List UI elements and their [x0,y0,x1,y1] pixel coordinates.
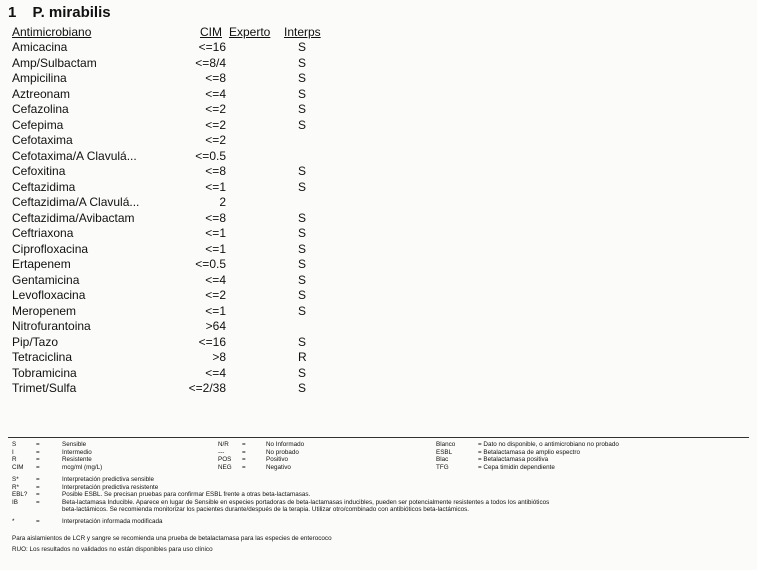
cim-value: <=8 [205,71,226,85]
legend-sep: = [36,448,40,456]
legend-code: Blac [436,456,449,464]
interpretation: S [298,40,307,54]
cim-value: <=2 [205,133,226,147]
table-row [0,71,400,87]
interpretation: S [298,257,307,271]
divider [8,437,749,438]
table-row [0,164,400,180]
antimicrobial-name: Cefazolina [12,102,69,116]
cim-value: <=8 [205,164,226,178]
legend-sep: = [36,498,40,506]
legend-sep: = [36,463,40,471]
legend-text: Negativo [266,463,291,471]
legend-sep: = [36,441,40,448]
legend-sep: = [36,491,40,499]
table-row [0,242,400,258]
antimicrobial-name: Aztreonam [12,86,71,101]
antimicrobial-name: Meropenem [12,303,77,318]
antimicrobial-name: Cefoxitina [12,164,66,178]
antimicrobial-name: Gentamicina [12,272,80,287]
interpretation: S [298,226,307,240]
legend-sep: = [36,483,40,491]
cim-value: 2 [219,195,226,209]
table-row [0,211,400,227]
table-row [0,180,400,196]
antimicrobial-name: Ceftazidima [12,179,76,194]
interpretation: S [298,241,307,256]
table-row [0,102,400,118]
antimicrobial-name: Levofloxacina [12,288,86,302]
legend-code: Blanco [436,441,456,448]
susceptibility-table [0,40,400,397]
table-row [0,87,400,103]
table-row [0,118,400,134]
table-row [0,288,400,304]
interpretation: S [298,272,307,287]
cim-value: <=8/4 [195,55,226,70]
legend-text: Interpretación predictiva sensible [62,476,155,483]
legend-text: = Betalactamasa positiva [478,456,549,464]
table-row [0,195,400,211]
legend-text: No probado [266,448,299,456]
legend-code: IB [12,498,18,506]
organism-name: P. mirabilis [32,4,111,21]
interpretation: S [298,365,307,380]
table-row [0,366,400,382]
interpretation: S [298,55,307,70]
legend-code: R [12,456,17,464]
cim-value: <=2 [205,288,226,302]
table-row [0,133,400,149]
cim-value: <=8 [205,210,226,225]
interpretation: S [298,210,307,225]
note-csf: Para aislamientos de LCR y sangre se recomienda una prueba de betalactamasa para las especies de enterococo [12,535,332,542]
interpretation: R [298,350,307,364]
antimicrobial-name: Nitrofurantoina [12,319,91,333]
cim-value: <=16 [198,40,226,54]
header-interps: Interps [284,25,321,39]
antimicrobial-name: Amicacina [12,40,68,54]
cim-value: >64 [205,319,226,333]
antimicrobial-name: Cefotaxima [12,133,73,147]
legend-text: Interpretación informada modificada [62,518,163,525]
antimicrobial-name: Pip/Tazo [12,334,59,349]
header-antimicrobial: Antimicrobiano [12,25,92,39]
legend-text: Resistente [62,456,92,464]
legend-code: EBL? [12,491,28,499]
legend-code: NEG [218,463,232,471]
legend-text: Positivo [266,456,289,464]
cim-value: <=1 [205,303,226,318]
table-row [0,304,400,320]
table-row [0,335,400,351]
antimicrobial-name: Amp/Sulbactam [12,55,97,70]
interpretation: S [298,71,307,85]
interpretation: S [298,303,307,318]
legend-code: * [12,518,15,525]
note-ruo: RUO: Los resultados no validados no están disponibles para uso clínico [12,546,213,553]
cim-value: >8 [212,350,226,364]
antimicrobial-name: Cefotaxima/A Clavulá... [12,148,137,163]
cim-value: <=1 [205,226,226,240]
interpretation: S [298,117,307,132]
antimicrobial-name: Ertapenem [12,257,71,271]
cim-value: <=2 [205,102,226,116]
interpretation: S [298,86,307,101]
organism-title [8,4,111,21]
table-row [0,350,400,366]
legend-sep: = [242,441,246,448]
cim-value: <=4 [205,365,226,380]
legend-text: Beta-lactamasa Inducible. Aparece en lugar de Sensible en especies portadoras de beta-lactamasas inducibles, pueden ser potencialmente resistentes a todos los antibióticos [62,498,550,506]
table-row [0,257,400,273]
legend-sep: = [36,518,40,525]
legend-text: Intermedio [62,448,92,456]
legend-code: --- [218,448,225,456]
interpretation: S [298,288,307,302]
legend-text: = Cepa timidin dependiente [478,463,555,471]
antimicrobial-name: Tetraciclina [12,350,73,364]
legend-sep: = [242,456,246,464]
cim-value: <=4 [205,86,226,101]
legend-code: I [12,448,14,456]
table-row [0,56,400,72]
table-row [0,226,400,242]
cim-value: <=16 [198,334,226,349]
cim-value: <=4 [205,272,226,287]
legend-sep: = [36,456,40,464]
legend-code: ESBL [436,448,453,456]
cim-value: <=2/38 [188,381,226,395]
header-expert: Experto [229,25,271,39]
legend-code: TFG [436,463,449,471]
table-row [0,40,400,56]
cim-value: <=0.5 [195,148,226,163]
legend-text: mcg/ml (mg/L) [62,463,103,471]
legend-text: = Dato no disponible, o antimicrobiano no probado [478,441,619,448]
legend-text: = Betalactamasa de amplio espectro [478,448,581,456]
interpretation: S [298,381,307,395]
antimicrobial-name: Ceftazidima/Avibactam [12,210,135,225]
legend-code: R* [12,483,19,491]
antimicrobial-name: Ciprofloxacina [12,241,89,256]
table-row [0,273,400,289]
antimicrobial-name: Trimet/Sulfa [12,381,77,395]
legend-code: POS [218,456,232,464]
cim-value: <=1 [205,241,226,256]
legend-code: S* [12,476,19,483]
legend-sep: = [242,463,246,471]
antimicrobial-name: Tobramicina [12,365,77,380]
cim-value: <=1 [205,179,226,194]
table-row [0,319,400,335]
cim-value: <=2 [205,117,226,132]
interpretation: S [298,102,307,116]
cim-value: <=0.5 [195,257,226,271]
legend-text: beta-lactámicos. Se recomienda monitorizar los pacientes durante/después de la terapia. Utilizar otro/combinado con antibióticos beta-lactámicos. [62,506,470,514]
antimicrobial-name: Ampicilina [12,71,67,85]
legend-code: N/R [218,441,229,448]
header-cim: CIM [200,25,222,39]
antimicrobial-name: Ceftriaxona [12,226,74,240]
organism-number: 1 [8,4,17,21]
interpretation: S [298,334,307,349]
legend-text: Sensible [62,441,87,448]
table-row [0,149,400,165]
legend-text: Posible ESBL. Se precisan pruebas para confirmar ESBL frente a otras beta-lactamasas. [62,491,311,499]
legend-code: S [12,441,17,448]
legend-sep: = [36,476,40,483]
antimicrobial-name: Cefepima [12,117,64,132]
antimicrobial-name: Ceftazidima/A Clavulá... [12,195,140,209]
legend-code: CIM [12,463,24,471]
interpretation: S [298,179,307,194]
legend-text: Interpretación predictiva resistente [62,483,159,491]
legend-sep: = [242,448,246,456]
table-row [0,381,400,397]
legend-text: No Informado [266,441,305,448]
interpretation: S [298,164,307,178]
